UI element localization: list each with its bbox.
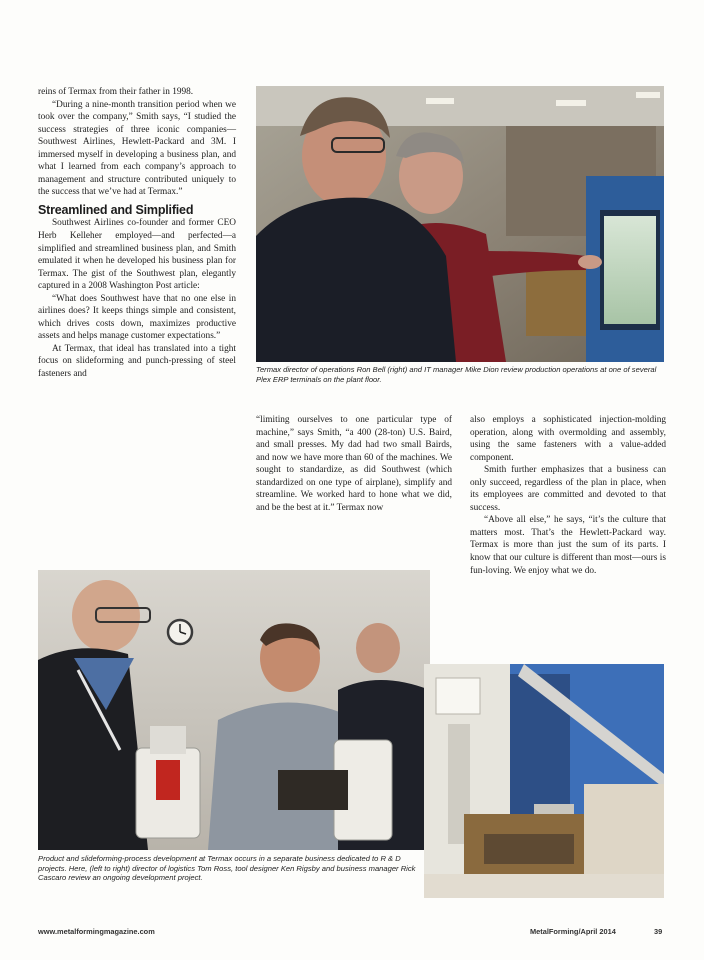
footer-issue: MetalForming/April 2014 — [530, 927, 616, 936]
footer-website: www.metalformingmagazine.com — [38, 927, 155, 936]
body-paragraph: “What does Southwest have that no one else in airlines does? It keeps things simple and consistent, which drives costs down, maximizes productive assets and helps manage customer expectations.” — [38, 293, 236, 342]
body-paragraph: “During a nine-month transition period when we took over the company,” Smith says, “I studied the success strategies of three iconic companies—Southwest Airlines, Hewlett-Packard and 3M. I immersed myself in developing a business plan, and what I learned from each company’s approach to management and structure contributed uniquely to the success that we’ve had at Termax.” — [38, 99, 236, 198]
body-paragraph: “Above all else,” he says, “it’s the culture that matters most. That’s the Hewlett-Packard way. Termax is more than just the sum of its parts. I know that our culture is different than most—ours is fun-loving. We enjoy what we do. — [470, 515, 666, 576]
column-2 — [256, 414, 452, 514]
section-heading: Streamlined and Simplified — [38, 202, 194, 217]
footer-page-number: 39 — [654, 927, 663, 936]
photo-machine-closeup — [424, 664, 664, 898]
body-paragraph: At Termax, that ideal has translated into a tight focus on slideforming and punch-pressing of steel fasteners and — [38, 343, 236, 380]
body-paragraph: Southwest Airlines co-founder and former CEO Herb Kelleher employed—and perfected—a simplified and streamlined business plan, and Smith emulated it when he developed his business plan for Termax. The gist of the Southwest plan, elegantly captured in a 2008 Washington Post article: — [38, 218, 236, 292]
body-paragraph: Smith further emphasizes that a business can only succeed, regardless of the plan in place, when its employees are committed and devoted to that success. — [470, 465, 666, 513]
body-paragraph: reins of Termax from their father in 1998. — [38, 87, 194, 97]
body-paragraph: also employs a sophisticated injection-molding operation, along with overmolding and assembly, using the same fasteners with a value-added component. — [470, 415, 666, 463]
photo-development-team — [38, 570, 430, 850]
photo-caption: Product and slideforming-process development at Termax occurs in a separate business dedicated to R & D projects. Here, (left to right) director of logistics Tom Ross, tool designer Ken Rigsby and business manager Rick Cascaro review an ongoing development project. — [38, 854, 416, 883]
photo-erp-terminal — [256, 86, 664, 362]
column-1 — [38, 86, 236, 381]
body-paragraph: “limiting ourselves to one particular type of machine,” says Smith, “a 400 (28-ton) U.S. Baird, and small presses. My dad had two small Bairds, and now we have more than 60 of the machines. We sought to standardize, as did Southwest (which standardized on one type of airplane), simplify and streamline. We worked hard to hone what we did, and be the best at it.” Termax now — [256, 415, 452, 513]
photo-caption: Termax director of operations Ron Bell (right) and IT manager Mike Dion review production operations at one of several Plex ERP terminals on the plant floor. — [256, 365, 657, 384]
column-3 — [470, 414, 666, 577]
